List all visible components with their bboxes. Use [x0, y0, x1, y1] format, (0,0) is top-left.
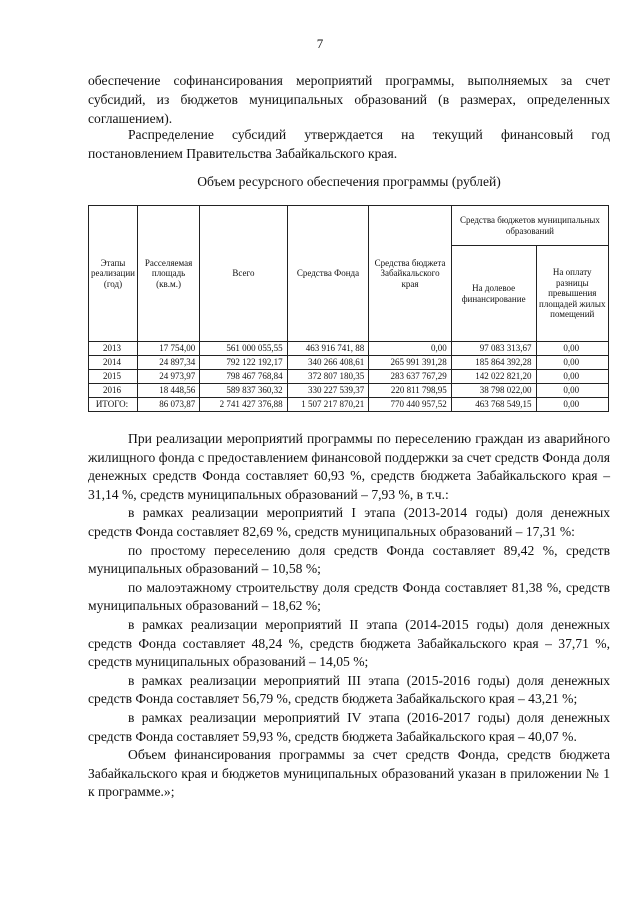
cell-fund: 372 807 180,35	[287, 370, 369, 384]
table-title: Объем ресурсного обеспечения программы (рублей)	[197, 174, 501, 189]
cell-region: 283 637 767,29	[369, 370, 452, 384]
cell-municipal-excess: 0,00	[536, 342, 609, 356]
cell-area: 24 973,97	[137, 370, 199, 384]
cell-municipal-share: 142 022 821,20	[451, 370, 536, 384]
cell-stage: 2015	[89, 370, 138, 384]
cell-region: 265 991 391,28	[369, 356, 452, 370]
cell-total: 589 837 360,32	[200, 384, 287, 398]
cell-total: 792 122 192,17	[200, 356, 287, 370]
header-stage: Этапы реализации (год)	[89, 206, 138, 342]
cell-stage: 2014	[89, 356, 138, 370]
resource-table	[88, 205, 609, 412]
table-row	[89, 342, 609, 356]
cell-stage: 2013	[89, 342, 138, 356]
header-total: Всего	[200, 206, 287, 342]
cell-stage: ИТОГО:	[89, 398, 138, 412]
table-row	[89, 370, 609, 384]
body-paragraph-5: в рамках реализации мероприятий II этапа (2014-2015 годы) доля денежных средств Фонда составляет 48,24 %, средств бюджета Забайкальского края – 37,71 %, средств муниципальных образований – 14,05 %;	[88, 616, 610, 670]
body-paragraph-7: в рамках реализации мероприятий IV этапа (2016-2017 годы) доля денежных средств Фонда составляет 59,93 %, средств бюджета Забайкальского края – 40,07 %.	[88, 709, 610, 744]
header-area: Расселяемая площадь (кв.м.)	[137, 206, 199, 342]
header-municipal-share: На долевое финансирование	[451, 246, 536, 342]
cell-area: 86 073,87	[137, 398, 199, 412]
cell-region: 770 440 957,52	[369, 398, 452, 412]
cell-area: 17 754,00	[137, 342, 199, 356]
header-municipal-excess: На оплату разницы превышения площадей жилых помещений	[536, 246, 609, 342]
body-paragraph-6: в рамках реализации мероприятий III этапа (2015-2016 годы) доля денежных средств Фонда составляет 56,79 %, средств бюджета Забайкальского края – 43,21 %;	[88, 672, 610, 707]
table-row	[89, 356, 609, 370]
cell-fund: 340 266 408,61	[287, 356, 369, 370]
cell-municipal-share: 38 798 022,00	[451, 384, 536, 398]
intro-paragraph-1: обеспечение софинансирования мероприятий программы, выполняемых за счет субсидий, из бюджетов муниципальных образований (в размерах, определенных соглашением).	[88, 73, 610, 126]
cell-total: 798 467 768,84	[200, 370, 287, 384]
cell-municipal-share: 185 864 392,28	[451, 356, 536, 370]
cell-area: 18 448,56	[137, 384, 199, 398]
cell-municipal-share: 463 768 549,15	[451, 398, 536, 412]
cell-region: 220 811 798,95	[369, 384, 452, 398]
table-row	[89, 384, 609, 398]
body-text	[88, 430, 610, 802]
cell-region: 0,00	[369, 342, 452, 356]
cell-area: 24 897,34	[137, 356, 199, 370]
body-paragraph-3: по простому переселению доля средств Фонда составляет 89,42 %, средств муниципальных образований – 10,58 %;	[88, 542, 610, 577]
body-paragraph-1: При реализации мероприятий программы по переселению граждан из аварийного жилищного фонда с предоставлением финансовой поддержки за счет средств Фонда доля денежных средств Фонда составляет 60,93 %, средств бюджета Забайкальского края – 31,14 %, средств муниципальных образований – 7,93 %, в т.ч.:	[88, 431, 610, 502]
header-region: Средства бюджета Забайкальского края	[369, 206, 452, 342]
cell-municipal-excess: 0,00	[536, 370, 609, 384]
cell-stage: 2016	[89, 384, 138, 398]
cell-fund: 330 227 539,37	[287, 384, 369, 398]
body-paragraph-2: в рамках реализации мероприятий I этапа (2013-2014 годы) доля денежных средств Фонда составляет 82,69 %, средств муниципальных образований – 17,31 %:	[88, 505, 610, 539]
cell-total: 2 741 427 376,88	[200, 398, 287, 412]
cell-municipal-excess: 0,00	[536, 384, 609, 398]
cell-fund: 1 507 217 870,21	[287, 398, 369, 412]
page-number: 7	[316, 36, 324, 51]
table-total-row	[89, 398, 609, 412]
header-fund: Средства Фонда	[287, 206, 369, 342]
cell-fund: 463 916 741, 88	[287, 342, 369, 356]
body-paragraph-8: Объем финансирования программы за счет средств Фонда, средств бюджета Забайкальского края и бюджетов муниципальных образований указан в приложении № 1 к программе.»;	[88, 747, 610, 800]
header-municipal-group: Средства бюджетов муниципальных образований	[451, 206, 608, 246]
cell-municipal-excess: 0,00	[536, 356, 609, 370]
body-paragraph-4: по малоэтажному строительству доля средств Фонда составляет 81,38 %, средств муниципальных образований – 18,62 %;	[88, 579, 610, 614]
cell-municipal-share: 97 083 313,67	[451, 342, 536, 356]
cell-municipal-excess: 0,00	[536, 398, 609, 412]
intro-paragraph-2: Распределение субсидий утверждается на текущий финансовый год постановлением Правительства Забайкальского края.	[88, 127, 610, 161]
cell-total: 561 000 055,55	[200, 342, 287, 356]
